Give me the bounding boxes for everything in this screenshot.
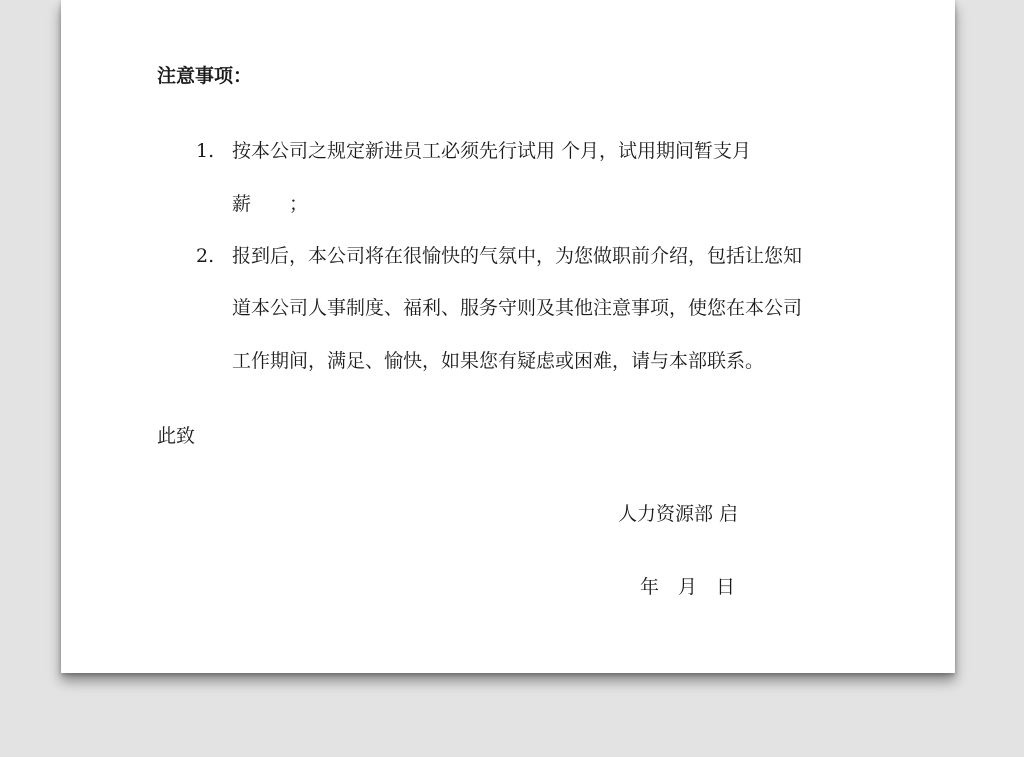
item-2-line-1: 报到后，本公司将在很愉快的气氛中，为您做职前介绍，包括让您知	[232, 245, 803, 267]
signature-department: 人力资源部 启	[618, 503, 739, 525]
item-2-number: 2.	[196, 245, 215, 267]
item-1-number: 1.	[196, 140, 215, 162]
closing-salutation: 此致	[157, 425, 196, 447]
document-page	[61, 0, 955, 673]
item-1-line-2: 薪 ；	[232, 193, 309, 215]
date-line: 年 月 日	[640, 576, 736, 598]
notice-heading: 注意事项：	[157, 65, 253, 87]
item-2-line-2: 道本公司人事制度、福利、服务守则及其他注意事项，使您在本公司	[232, 297, 803, 319]
item-1-line-1: 按本公司之规定新进员工必须先行试用 个月，试用期间暂支月	[232, 140, 752, 162]
item-2-line-3: 工作期间，满足、愉快，如果您有疑虑或困难，请与本部联系。	[232, 350, 765, 372]
